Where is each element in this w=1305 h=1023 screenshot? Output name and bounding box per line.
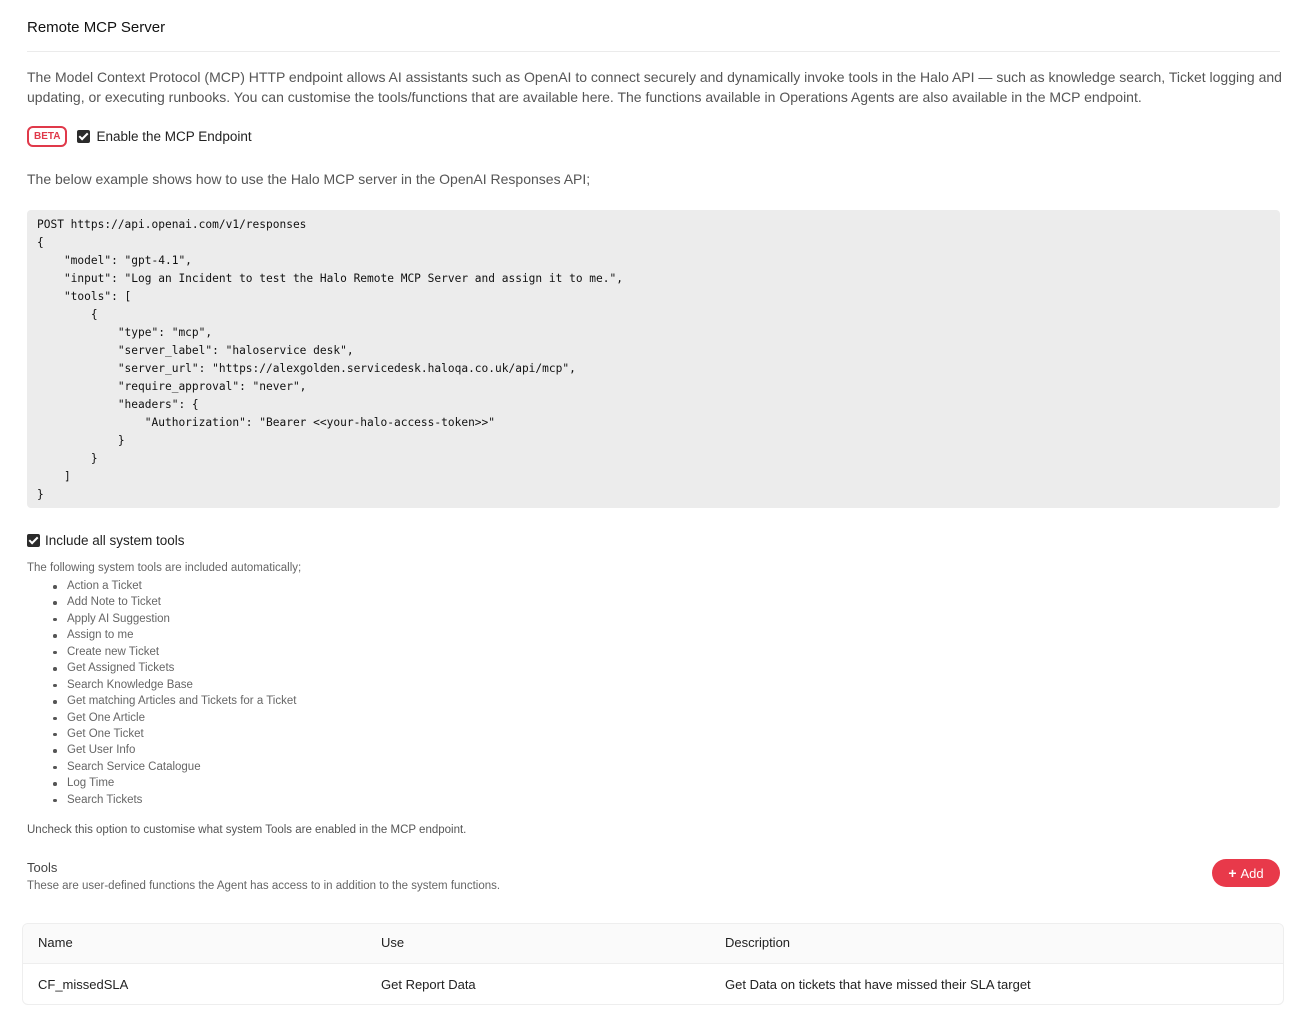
column-header-use[interactable]: Use (381, 935, 405, 950)
list-item: Get Assigned Tickets (53, 660, 296, 676)
add-tool-button[interactable] (1212, 859, 1280, 887)
column-header-description[interactable]: Description (725, 935, 791, 950)
code-sample-block (27, 210, 1280, 508)
tools-section-subtitle: These are user-defined functions the Agent has access to in addition to the system functions. (27, 880, 501, 892)
list-item: Create new Ticket (53, 644, 296, 660)
enable-mcp-checkbox[interactable] (77, 130, 90, 143)
enable-mcp-label[interactable]: Enable the MCP Endpoint (96, 128, 252, 144)
list-item: Apply AI Suggestion (53, 611, 296, 627)
uncheck-hint: Uncheck this option to customise what system Tools are enabled in the MCP endpoint. (27, 824, 467, 836)
table-row[interactable] (23, 964, 1283, 1005)
table-cell-use: Get Report Data (381, 977, 476, 992)
list-item: Search Knowledge Base (53, 677, 296, 693)
list-item: Get One Ticket (53, 726, 296, 742)
table-header (23, 924, 1283, 964)
include-system-tools-row (27, 533, 185, 548)
table-cell-name: CF_missedSLA (38, 977, 129, 992)
list-item: Log Time (53, 775, 296, 791)
list-item: Get One Article (53, 710, 296, 726)
list-item: Search Tickets (53, 792, 296, 808)
list-item: Get User Info (53, 742, 296, 758)
list-item: Add Note to Ticket (53, 594, 296, 610)
tools-section-title: Tools (27, 860, 58, 875)
system-tools-intro: The following system tools are included automatically; (27, 562, 302, 574)
list-item: Action a Ticket (53, 578, 296, 594)
tools-table (22, 923, 1284, 1005)
beta-badge: BETA (27, 126, 67, 147)
code-sample: POST https://api.openai.com/v1/responses { "model": "gpt-4.1", "input": "Log an Incident to test the Halo Remote MCP Server and assign it to me.", "tools": [ { "type": "mcp", "server_label": "haloservice desk", "server_url": "https://alexgolden.servicedesk.haloqa.co.uk/api/mcp", "require_approval": "never", "headers": { "Authorization": "Bearer <<your-halo-access-token>>" } } ] } (37, 218, 623, 501)
system-tools-list (53, 578, 296, 808)
enable-mcp-row (27, 125, 252, 147)
include-system-tools-label[interactable]: Include all system tools (45, 533, 185, 548)
add-button-label: Add (1240, 865, 1264, 881)
column-header-name[interactable]: Name (38, 935, 73, 950)
include-system-tools-checkbox[interactable] (27, 534, 40, 547)
intro-text: The Model Context Protocol (MCP) HTTP endpoint allows AI assistants such as OpenAI to connect securely and dynamically invoke tools in the Halo API — such as knowledge search, Ticket logging and updating, or executing runbooks. You can customise the tools/functions that are available here. The functions available in Operations Agents are also available in the MCP endpoint. (27, 69, 1282, 105)
table-cell-description: Get Data on tickets that have missed their SLA target (725, 977, 1031, 992)
list-item: Search Service Catalogue (53, 759, 296, 775)
list-item: Assign to me (53, 627, 296, 643)
page-title: Remote MCP Server (27, 19, 166, 36)
example-text: The below example shows how to use the Halo MCP server in the OpenAI Responses API; (27, 171, 591, 187)
plus-icon: + (1228, 865, 1237, 881)
list-item: Get matching Articles and Tickets for a Ticket (53, 693, 296, 709)
title-divider (27, 51, 1280, 52)
